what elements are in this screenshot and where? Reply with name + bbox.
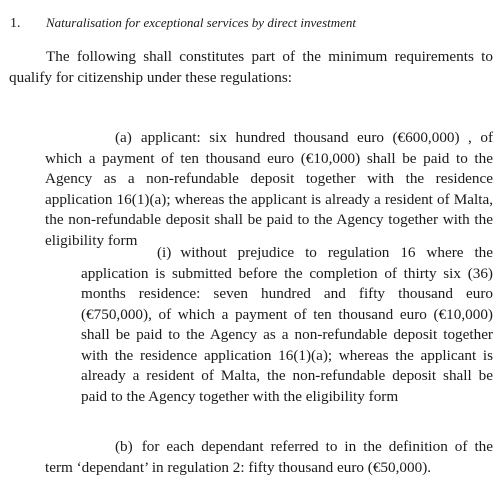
clause-b-marker: (b) — [115, 438, 133, 455]
intro-paragraph: The following shall constitutes part of the minimum requirements to qualify for citizenship under these regulations: — [9, 48, 493, 86]
clause-b-text: for each dependant referred to in the definition of the term ‘dependant’ in regulation 2: fifty thousand euro (€50,000). — [45, 438, 493, 476]
section-number: 1. — [10, 16, 21, 31]
subclause-i-text: without prejudice to regulation 16 where the application is submitted before the completion of thirty six (36) months residence: seven hundred and fifty thousand euro (€750,000), of which a payment of ten thousand euro (€10,000) shall be paid to the Agency as a non-refundable deposit together with the residence application 16(1)(a); whereas the applicant is already a resident of Malta, the non-refundable deposit shall be paid to the Agency together with the eligibility form — [81, 244, 493, 405]
clause-a-text: applicant: six hundred thousand euro (€600,000) , of which a payment of ten thousand euro (€10,000) shall be paid to the Agency as a non-refundable deposit together with the residence application 16(1)(a); whereas the applicant is already a resident of Malta, the non-refundable deposit shall be paid to the Agency together with the eligibility form — [45, 129, 493, 249]
clause-b — [45, 437, 493, 478]
clause-a — [45, 128, 493, 251]
subclause-i — [81, 243, 493, 407]
section-heading — [10, 14, 494, 33]
subclause-i-marker: (i) — [157, 244, 172, 261]
section-title: Naturalisation for exceptional services by direct investment — [46, 15, 357, 30]
clause-a-marker: (a) — [115, 129, 132, 146]
